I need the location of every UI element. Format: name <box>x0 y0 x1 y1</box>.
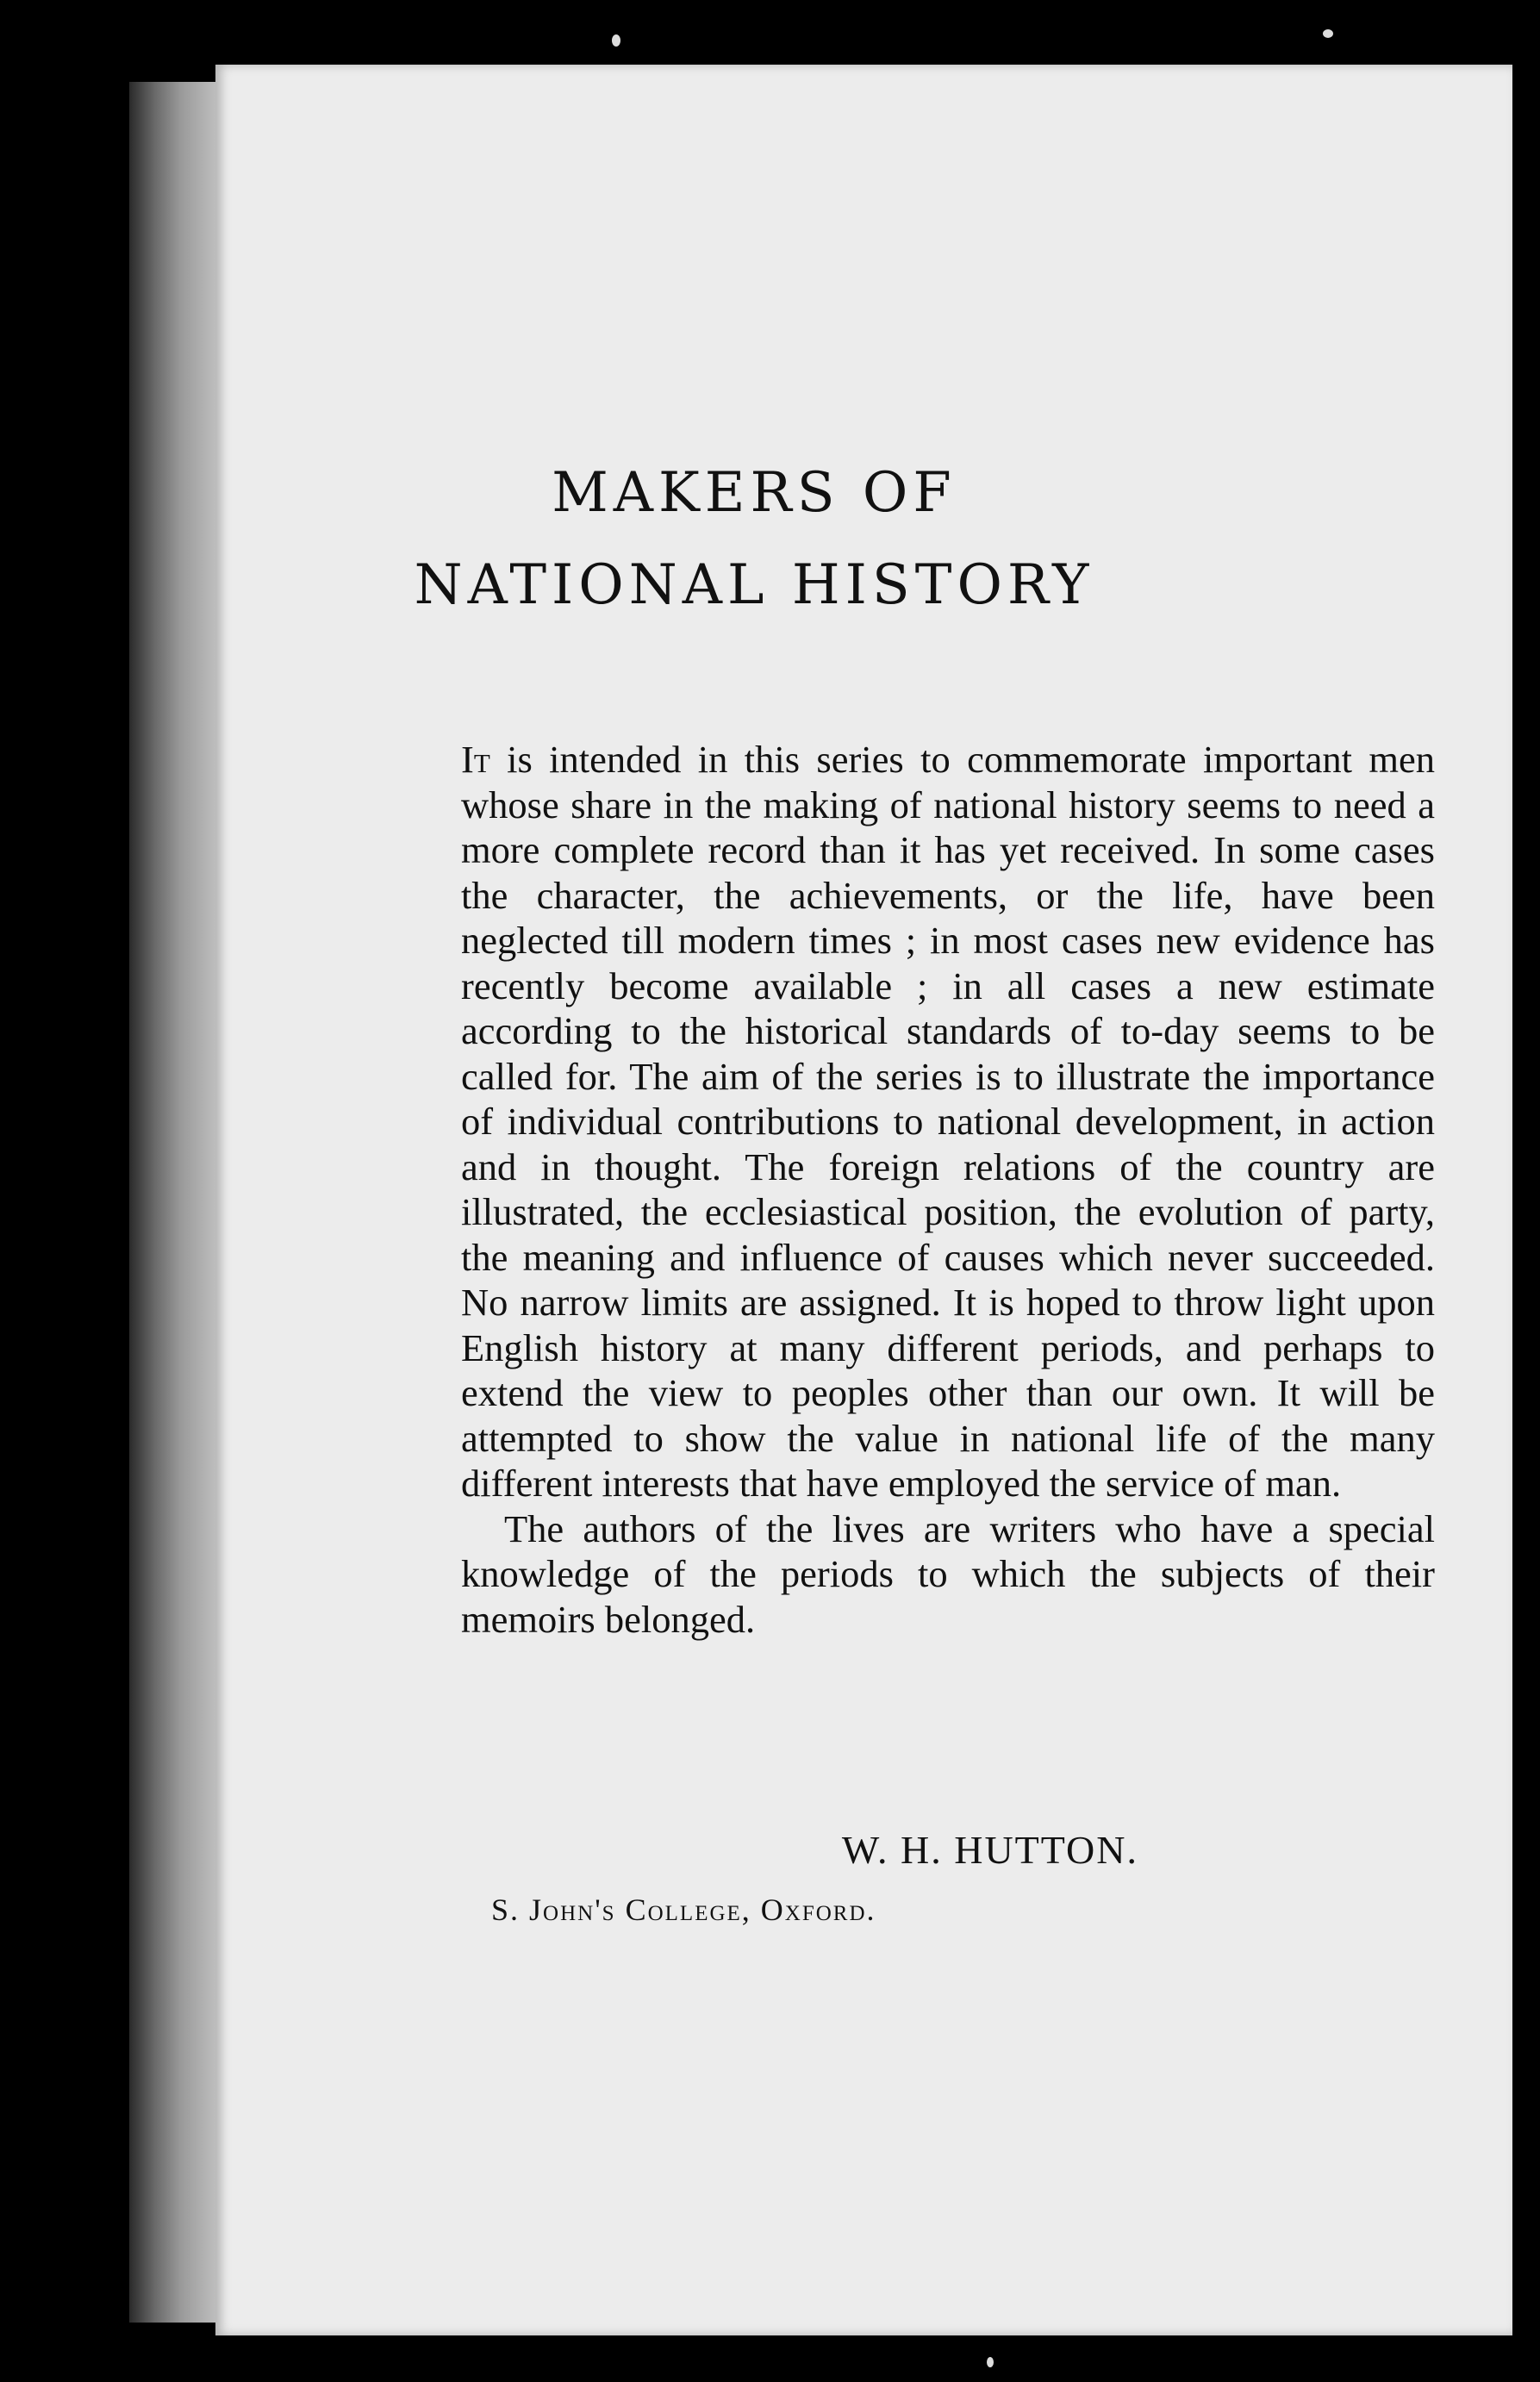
book-binding-edge <box>129 82 215 2323</box>
college-affiliation: S. John's College, Oxford. <box>491 1893 876 1927</box>
scan-speck <box>1323 29 1333 38</box>
author-signature: W. H. HUTTON. <box>841 1828 1138 1872</box>
paragraph-1 <box>461 737 1435 1506</box>
book-page <box>215 65 1512 2335</box>
series-title-line-1: MAKERS OF <box>552 461 957 525</box>
paragraph-2: The authors of the lives are writers who have a special knowledge of the periods to which the subjects of their memoirs belonged. <box>461 1506 1435 1641</box>
scan-speck <box>987 2357 994 2367</box>
series-title-line-2: NATIONAL HISTORY <box>414 553 1094 617</box>
paragraph-1-text: is intended in this series to commemorate important men whose share in the making of national history seems to need a more complete record than it has yet received. In some cases the character, the achievements, or the life, have been neglected till modern times ; in most cases new evidence has recently become available ; in all cases a new estimate according to the historical standards of to-day seems to be called for. The aim of the series is to illustrate the importance of individual contributions to national development, in action and in thought. The foreign relations of the country are illustrated, the ecclesiastical position, the evolution of party, the meaning and influence of causes which never succeeded. No narrow limits are assigned. It is hoped to throw light upon English history at many different periods, and perhaps to extend the view to peoples other than our own. It will be attempted to show the value in national life of the many different interests that have employed the service of man. <box>461 738 1435 1505</box>
lead-word: It <box>461 738 490 781</box>
series-description <box>461 737 1435 1642</box>
scan-speck <box>612 34 620 47</box>
